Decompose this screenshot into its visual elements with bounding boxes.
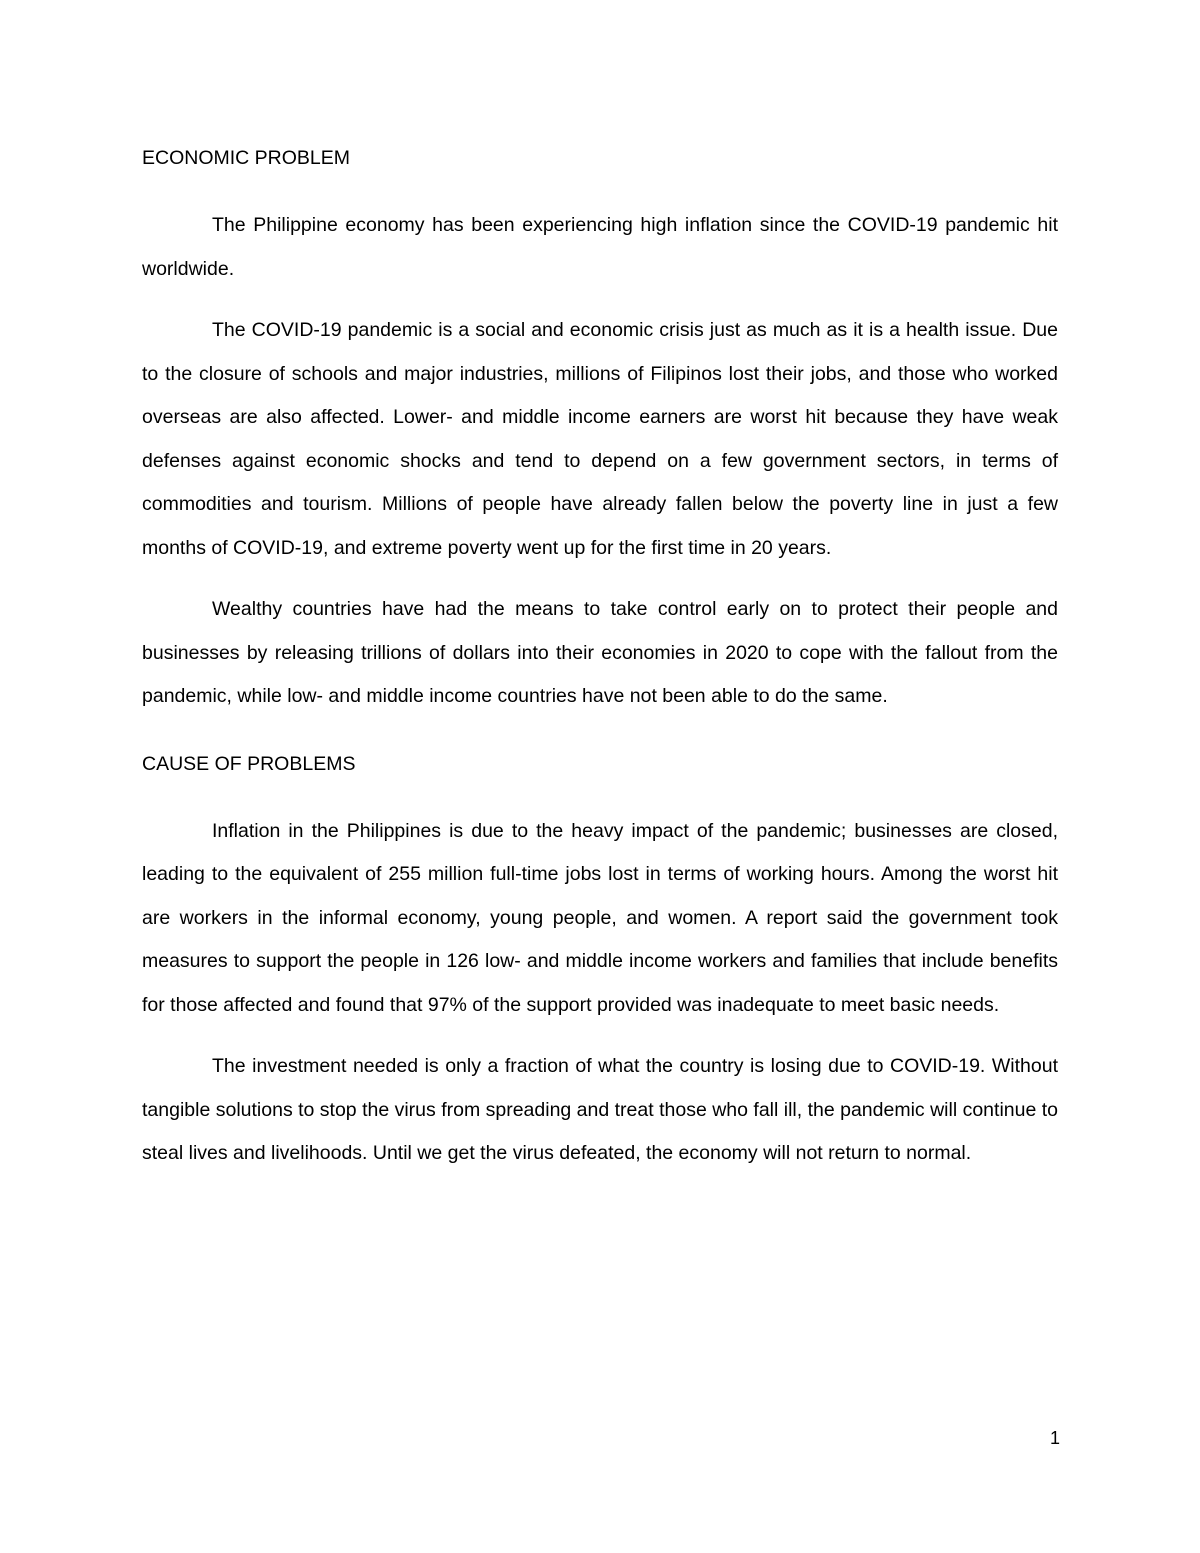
page-number: 1 [1049,1428,1060,1448]
paragraph: The COVID-19 pandemic is a social and economic crisis just as much as it is a health issue. Due to the closure of schools and major industries, millions of Filipinos lost their jobs, and those who worked overseas are also affected. Lower- and middle income earners are worst hit because they have weak defenses against economic shocks and tend to depend on a few government sectors, in terms of commodities and tourism. Millions of people have already fallen below the poverty line in just a few months of COVID-19, and extreme poverty went up for the first time in 20 years. [142,319,1058,559]
section-heading-cause-of-problems: CAUSE OF PROBLEMS [142,752,356,775]
document-body [142,141,1058,1176]
section-heading-economic-problem: ECONOMIC PROBLEM [142,147,351,169]
paragraph: The Philippine economy has been experiencing high inflation since the COVID-19 pandemic hit worldwide. [142,214,1058,280]
paragraph: The investment needed is only a fraction of what the country is losing due to COVID-19. Without tangible solutions to stop the virus from spreading and treat those who fall ill, the pandemic will continue to steal lives and livelihoods. Until we get the virus defeated, the economy will not return to normal. [142,1055,1058,1164]
paragraph: Inflation in the Philippines is due to the heavy impact of the pandemic; businesses are closed, leading to the equivalent of 255 million full-time jobs lost in terms of working hours. Among the worst hit are workers in the informal economy, young people, and women. A report said the government took measures to support the people in 126 low- and middle income workers and families that include benefits for those affected and found that 97% of the support provided was inadequate to meet basic needs. [142,819,1058,1016]
paragraph: Wealthy countries have had the means to take control early on to protect their people and businesses by releasing trillions of dollars into their economies in 2020 to cope with the fallout from the pandemic, while low- and middle income countries have not been able to do the same. [142,598,1058,707]
